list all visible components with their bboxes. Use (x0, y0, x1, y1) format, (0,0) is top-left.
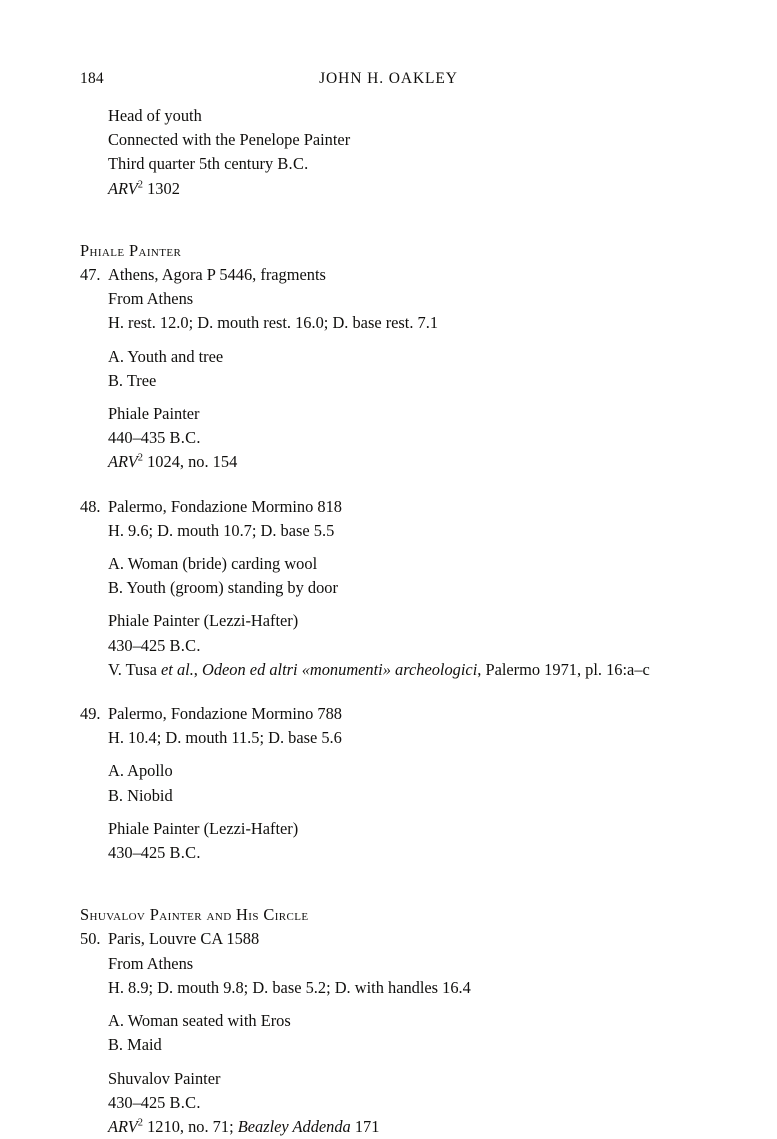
entry-line-date (80, 152, 705, 176)
entry-47-title (80, 263, 705, 287)
date-text: 440–435 (108, 428, 170, 448)
running-title: JOHN H. OAKLEY (319, 70, 458, 87)
entry-50-side-b: B. Maid (108, 1035, 162, 1055)
entry-48-attribution: Phiale Painter (Lezzi-Hafter) (108, 611, 299, 631)
entry-title: Paris, Louvre CA 1588 (108, 929, 260, 949)
entry-49-side-b: B. Niobid (108, 785, 173, 805)
arv-reference: 1302 (147, 178, 180, 198)
entry-50-provenance: From Athens (108, 953, 194, 973)
bc-label: B.C. (169, 635, 201, 655)
arv-exponent: 2 (137, 179, 143, 191)
section-heading-phiale-painter: Phiale Painter (80, 240, 182, 260)
arv-label: ARV (108, 178, 138, 198)
date-text: Third quarter 5th century (108, 154, 278, 174)
entry-49-date (80, 841, 705, 865)
entry-50-dimensions: H. 8.9; D. mouth 9.8; D. base 5.2; D. with handles 16.4 (108, 977, 471, 997)
bib-imprint: , Palermo 1971, pl. 16:a–c (477, 659, 650, 679)
entry-47-reference (80, 450, 705, 474)
entry-48-dimensions: H. 9.6; D. mouth 10.7; D. base 5.5 (108, 520, 335, 540)
entry-title: Palermo, Fondazione Mormino 788 (108, 704, 342, 724)
entry-50-reference (80, 1115, 705, 1139)
entry-50-attribution: Shuvalov Painter (108, 1068, 221, 1088)
section-heading-shuvalov-painter: Shuvalov Painter and His Circle (80, 905, 309, 925)
bib-etal: et al. (161, 659, 194, 679)
entry-49-dimensions: H. 10.4; D. mouth 11.5; D. base 5.6 (108, 728, 342, 748)
entry-line-reference (80, 177, 705, 201)
bc-label: B.C. (169, 843, 201, 863)
arv-reference: 1024, no. 154 (147, 452, 238, 472)
entry-50-date (80, 1091, 705, 1115)
bc-label: B.C. (169, 428, 201, 448)
addenda-page: 171 (350, 1116, 380, 1136)
entry-48-side-a: A. Woman (bride) carding wool (108, 554, 318, 574)
entry-number: 48. (80, 496, 101, 516)
date-text: 430–425 (108, 843, 170, 863)
bc-label: B.C. (169, 1092, 201, 1112)
arv-label: ARV (108, 1116, 138, 1136)
entry-50-title (80, 927, 705, 951)
bib-author: V. Tusa (108, 659, 162, 679)
text-column (80, 104, 705, 1139)
addenda-label: Beazley Addenda (237, 1116, 351, 1136)
entry-title: Palermo, Fondazione Mormino 818 (108, 496, 342, 516)
page-number: 184 (80, 70, 104, 87)
entry-47-attribution: Phiale Painter (108, 404, 200, 424)
bc-label: B.C. (277, 154, 309, 174)
entry-number: 47. (80, 265, 101, 285)
entry-50-side-a: A. Woman seated with Eros (108, 1011, 291, 1031)
running-head (80, 70, 697, 88)
entry-47-dimensions: H. rest. 12.0; D. mouth rest. 16.0; D. base rest. 7.1 (108, 313, 439, 333)
entry-47-date (80, 426, 705, 450)
entry-line-head-of-youth: Head of youth (108, 106, 202, 125)
entry-48-title (80, 495, 705, 519)
arv-reference: 1210, no. 71; (147, 1116, 238, 1136)
arv-exponent: 2 (137, 452, 143, 464)
arv-label: ARV (108, 452, 138, 472)
entry-47-provenance: From Athens (108, 289, 194, 309)
entry-49-title (80, 702, 705, 726)
entry-48-bibliography (80, 658, 705, 682)
entry-number: 50. (80, 929, 101, 949)
entry-48-date (80, 634, 705, 658)
entry-49-side-a: A. Apollo (108, 761, 173, 781)
entry-47-side-b: B. Tree (108, 370, 157, 390)
entry-48-side-b: B. Youth (groom) standing by door (108, 578, 338, 598)
arv-exponent: 2 (137, 1117, 143, 1129)
entry-47-side-a: A. Youth and tree (108, 346, 224, 366)
date-text: 430–425 (108, 1092, 170, 1112)
date-text: 430–425 (108, 635, 170, 655)
entry-49-attribution: Phiale Painter (Lezzi-Hafter) (108, 818, 299, 838)
entry-title: Athens, Agora P 5446, fragments (108, 265, 326, 285)
entry-line-attribution-note: Connected with the Penelope Painter (108, 130, 351, 150)
entry-number: 49. (80, 704, 101, 724)
bib-title: Odeon ed altri «monumenti» archeologici (202, 659, 478, 679)
bib-sep: , (193, 659, 202, 679)
